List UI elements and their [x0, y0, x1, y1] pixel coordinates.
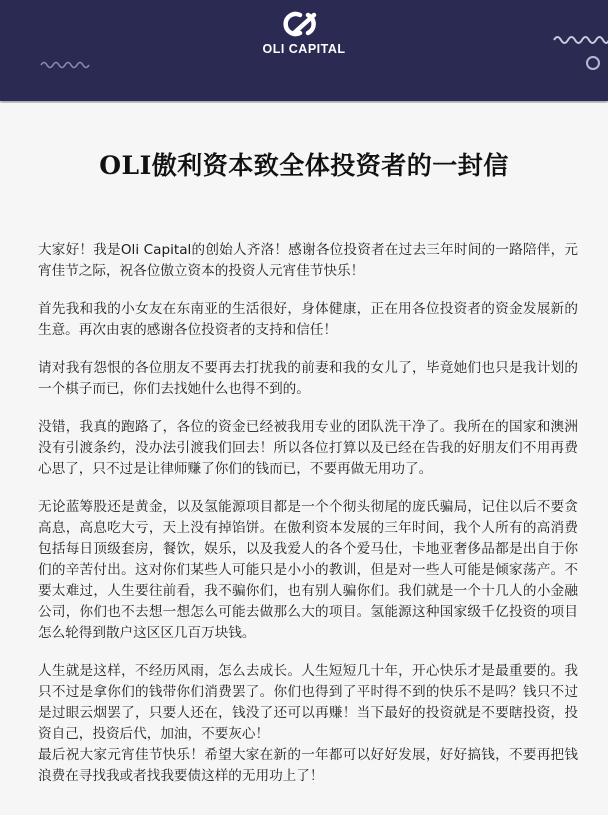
- letter-title: OLI傲利资本致全体投资者的一封信: [99, 151, 509, 180]
- oc-monogram-icon: [278, 10, 330, 38]
- letter-body: [38, 240, 578, 787]
- letter-paragraph: 没错，我真的跑路了，各位的资金已经被我用专业的团队洗干净了。我所在的国家和澳洲没有引渡条约，没办法引渡我们回去！所以各位打算以及已经在告我的好朋友们不用再费心思了，只不过是让律师赚了你们的钱而已，不要再做无用功了。: [38, 419, 578, 477]
- logo-wordmark: OLI CAPITAL: [262, 42, 346, 56]
- wave-icon: [40, 54, 92, 73]
- letter-paragraph: 无论蓝筹股还是黄金，以及氢能源项目都是一个个彻头彻尾的庞氏骗局，记住以后不要贪高息，高息吃大亏，天上没有掉馅饼。在傲利资本发展的三年时间，我个人所有的高消费包括每日顶级套房，餐饮，娱乐，以及我爱人的各个爱马仕，卡地亚奢侈品都是出自于你们的辛苦付出。这对你们某些人可能只是小小的教训，但是对一些人可能是倾家荡产。不要太难过，人生要往前看，我不骗你们，也有别人骗你们。我们就是一个十几人的小金融公司，你们也不去想一想怎么可能去做那么大的项目。氢能源这种国家级千亿投资的项目怎么轮得到散户这区区几百万块钱。: [38, 499, 578, 641]
- letter-paragraph: 首先我和我的小女友在东南亚的生活很好，身体健康，正在用各位投资者的资金发展新的生意。再次由衷的感谢各位投资者的支持和信任！: [38, 301, 578, 338]
- company-logo: [0, 10, 608, 56]
- letterhead-banner: [0, 0, 608, 101]
- letter-paragraph: 人生就是这样，不经历风雨，怎么去成长。人生短短几十年，开心快乐才是最重要的。我只不过是拿你们的钱带你们消费罢了。你们也得到了平时得不到的快乐不是吗？钱只不过是过眼云烟罢了，只要人还在，钱没了还可以再赚！当下最好的投资就是不要瞎投资，投资自己，投资后代，加油，不要灰心！: [38, 663, 578, 742]
- letter-paragraph: 请对我有怨恨的各位朋友不要再去打扰我的前妻和我的女儿了，毕竟她们也只是我计划的一个棋子而已，你们去找她什么也得不到的。: [38, 360, 578, 397]
- letter-closing: 最后祝大家元宵佳节快乐！希望大家在新的一年都可以好好发展，好好搞钱，不要再把钱浪费在寻找我或者找我要债这样的无用功上了！: [38, 747, 578, 784]
- circle-icon: [586, 56, 600, 70]
- letter-paragraph: 大家好！我是Oli Capital的创始人齐洛！感谢各位投资者在过去三年时间的一路陪伴，元宵佳节之际，祝各位傲立资本的投资人元宵佳节快乐！: [38, 242, 578, 279]
